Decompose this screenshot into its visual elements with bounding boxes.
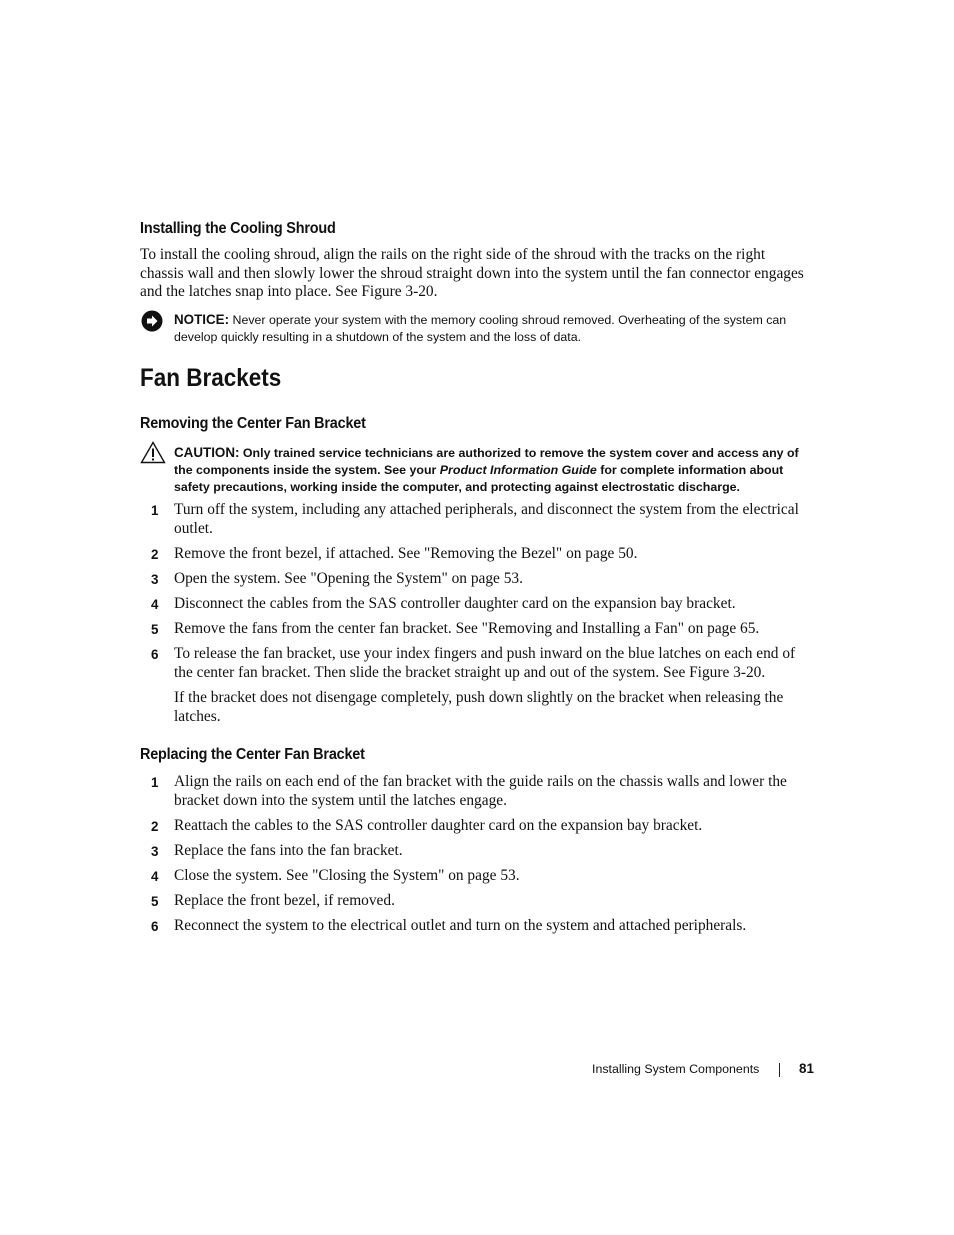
section-heading-installing-cooling-shroud: Installing the Cooling Shroud	[140, 220, 336, 237]
step-text: Reconnect the system to the electrical outlet and turn on the system and attached peripherals.	[174, 917, 747, 934]
step-text: Align the rails on each end of the fan bracket with the guide rails on the chassis walls and lower the bracket down into the system until the latches engage.	[174, 773, 787, 809]
footer-separator	[779, 1063, 780, 1077]
step-text: Replace the front bezel, if removed.	[174, 892, 395, 909]
removing-step-3	[140, 570, 814, 589]
notice-icon	[141, 310, 163, 332]
removing-step-2	[140, 545, 814, 564]
step-number: 6	[151, 647, 159, 662]
caution-text-end: for complete information about safety precautions, working inside the computer, and protecting against electrostatic discharge.	[174, 463, 784, 495]
step-number: 3	[151, 572, 159, 587]
replacing-step-6	[140, 917, 814, 936]
removing-step-6-note: If the bracket does not disengage completely, push down slightly on the bracket when releasing the latches.	[174, 689, 784, 725]
step-number: 3	[151, 844, 159, 859]
step-text: Replace the fans into the fan bracket.	[174, 842, 403, 859]
step-number: 2	[151, 547, 159, 562]
step-number: 6	[151, 919, 159, 934]
replacing-step-5	[140, 892, 814, 911]
step-text: To release the fan bracket, use your index fingers and push inward on the blue latches on each end of the center fan bracket. Then slide the bracket straight up and out of the system. See Figure 3-20.	[174, 645, 796, 681]
step-text: Close the system. See "Closing the System" on page 53.	[174, 867, 520, 884]
step-text: Disconnect the cables from the SAS controller daughter card on the expansion bay bracket.	[174, 595, 736, 612]
caution-guide-title: Product Information Guide	[439, 463, 597, 478]
removing-step-6	[140, 645, 814, 682]
footer-chapter-title: Installing System Components	[592, 1062, 760, 1076]
replacing-step-4	[140, 867, 814, 886]
replacing-step-1	[140, 773, 814, 810]
step-number: 2	[151, 819, 159, 834]
removing-step-1	[140, 501, 814, 538]
section-heading-replacing-center-fan-bracket: Replacing the Center Fan Bracket	[140, 746, 365, 763]
step-number: 4	[151, 869, 159, 884]
caution-icon	[140, 441, 166, 464]
step-text: Turn off the system, including any attached peripherals, and disconnect the system from the electrical outlet.	[174, 501, 799, 537]
caution-text-start: Only trained service technicians are authorized to remove the system cover and access any of the components inside the system. See your	[174, 446, 799, 478]
notice-block	[174, 311, 814, 346]
step-text: Remove the fans from the center fan bracket. See "Removing and Installing a Fan" on page 65.	[174, 620, 760, 637]
step-text: Open the system. See "Opening the System" on page 53.	[174, 570, 523, 587]
removing-step-4	[140, 595, 814, 614]
page-number: 81	[799, 1061, 814, 1076]
step-number: 5	[151, 894, 159, 909]
removing-step-5	[140, 620, 814, 639]
chapter-section-title: Fan Brackets	[140, 364, 282, 392]
step-number: 5	[151, 622, 159, 637]
section-heading-removing-center-fan-bracket: Removing the Center Fan Bracket	[140, 415, 366, 432]
step-number: 1	[151, 775, 159, 790]
step-text: Remove the front bezel, if attached. See "Removing the Bezel" on page 50.	[174, 545, 638, 562]
step-text: Reattach the cables to the SAS controller daughter card on the expansion bay bracket.	[174, 817, 703, 834]
step-number: 1	[151, 503, 159, 518]
notice-label: NOTICE:	[174, 312, 230, 327]
notice-text: Never operate your system with the memory cooling shroud removed. Overheating of the system can develop quickly resulting in a shutdown of the system and the loss of data.	[174, 313, 787, 345]
replacing-step-3	[140, 842, 814, 861]
step-number: 4	[151, 597, 159, 612]
caution-label: CAUTION:	[174, 445, 240, 460]
paragraph-installing-cooling-shroud: To install the cooling shroud, align the rails on the right side of the shroud with the tracks on the right chassis wall and then slowly lower the shroud straight down into the system until the fan connector engages and the latches snap into place. See Figure 3-20.	[140, 246, 804, 301]
replacing-step-2	[140, 817, 814, 836]
caution-block	[174, 444, 814, 497]
